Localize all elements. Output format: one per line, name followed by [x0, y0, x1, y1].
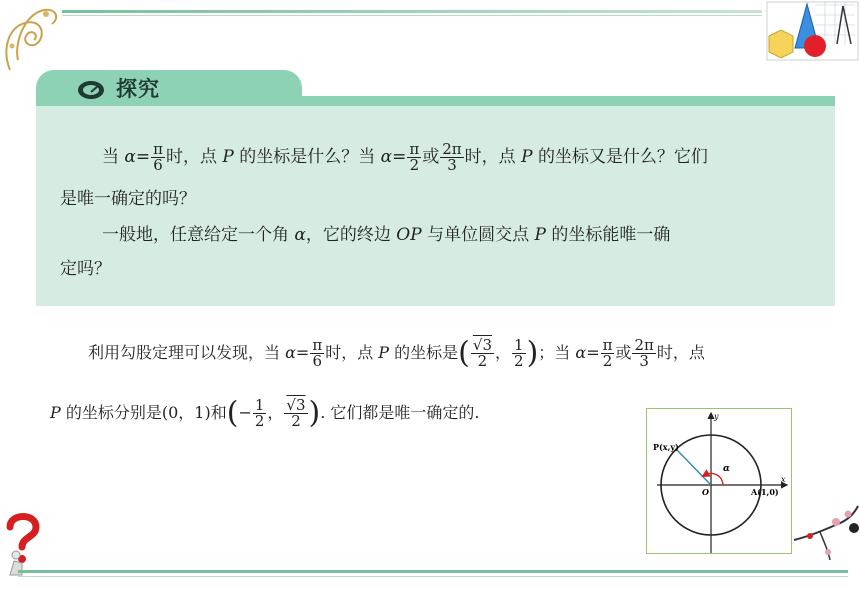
denominator: 3	[639, 352, 649, 370]
point-p: P	[50, 403, 61, 422]
text: 时，点	[166, 147, 217, 167]
explore-paragraph-2-line2: 定吗？	[60, 259, 111, 279]
bottom-rule-thin	[18, 576, 848, 577]
ornament-icon	[0, 0, 64, 80]
text: 的坐标能唯一确	[551, 225, 671, 245]
fraction-sqrt3-over-2	[471, 338, 494, 369]
y-axis-label: y	[714, 412, 719, 421]
alpha-symbol: α	[285, 343, 296, 362]
unit-circle-figure	[646, 408, 792, 554]
point-p: P	[222, 147, 234, 167]
denominator: 2	[477, 352, 488, 370]
numerator: 1	[514, 336, 524, 354]
denominator: 6	[312, 352, 323, 370]
fraction-pi-over-6	[310, 338, 324, 369]
fraction-sqrt3-over-2	[284, 398, 307, 429]
numerator: √3	[286, 396, 306, 414]
denominator: 2	[602, 352, 613, 370]
text: 当	[102, 147, 119, 167]
numerator: 1	[254, 396, 265, 414]
text: . 它们都是唯一确定的.	[320, 403, 480, 422]
paren-close: )	[526, 335, 539, 371]
point-p-label: P(x,y)	[653, 442, 679, 452]
text: ，	[267, 403, 284, 422]
text: ，它的终边	[305, 225, 391, 245]
text: 或	[615, 343, 632, 362]
alpha-symbol: α	[294, 225, 306, 245]
text: =	[295, 343, 310, 362]
text: 与单位圆交点	[427, 225, 530, 245]
point-p: P	[378, 343, 390, 362]
alpha-symbol: α	[380, 147, 393, 167]
text: 的坐标分别是(0，1)和	[65, 403, 227, 422]
numerator: √3	[472, 336, 492, 354]
point-p: P	[521, 147, 533, 167]
speedometer-icon	[76, 76, 106, 100]
origin-label: O	[702, 487, 709, 497]
text: =	[135, 147, 151, 167]
explore-paragraph-2	[102, 224, 670, 246]
section-title: 探究	[116, 77, 160, 101]
text: 的坐标是	[394, 343, 459, 362]
angle-arc	[705, 473, 723, 485]
text: 的坐标又是什么？它们	[537, 147, 708, 167]
numerator: π	[153, 140, 163, 158]
alpha-symbol: α	[575, 343, 587, 362]
text: 利用勾股定理可以发现，当	[88, 343, 281, 362]
plum-blossom-icon	[790, 480, 860, 570]
fraction-1-over-2	[253, 398, 267, 429]
numerator: π	[312, 336, 323, 354]
denominator: 2	[409, 156, 420, 174]
denominator: 2	[254, 412, 265, 430]
numerator: 2π	[442, 140, 462, 158]
minus-sign: −	[238, 403, 252, 422]
text: 时，点	[325, 343, 374, 362]
top-rule-thin	[62, 15, 762, 16]
point-a-label: A(1,0)	[751, 487, 779, 497]
text: =	[586, 343, 600, 362]
alpha-symbol: α	[124, 147, 136, 167]
explore-paragraph-1	[102, 142, 708, 173]
unit-circle-diagram	[647, 409, 791, 553]
x-axis-label: x	[781, 475, 786, 484]
paren-open: (	[458, 335, 470, 371]
denominator: 2	[514, 352, 524, 370]
text: =	[392, 147, 407, 167]
denominator: 3	[447, 156, 457, 174]
body-line-1	[88, 335, 705, 371]
explore-paragraph-1-line2: 是唯一确定的吗？	[60, 189, 196, 209]
fraction-1-over-2	[512, 338, 526, 369]
angle-label: α	[723, 464, 730, 474]
denominator: 2	[291, 412, 301, 430]
geometry-shapes-icon	[765, 0, 860, 62]
text: ，	[495, 343, 512, 362]
fraction-2pi-over-3	[632, 338, 655, 369]
terminal-side	[677, 450, 711, 485]
fraction-2pi-over-3	[440, 142, 463, 173]
bottom-rule	[18, 570, 848, 573]
question-mark-figure-icon	[0, 505, 46, 577]
text: 时，点	[464, 147, 516, 167]
numerator: 2π	[634, 336, 654, 354]
text: 时，点	[656, 343, 705, 362]
paren-open: (	[226, 395, 239, 431]
body-line-2	[50, 395, 480, 431]
segment-op: OP	[396, 225, 422, 245]
point-p: P	[534, 225, 546, 245]
top-rule	[62, 10, 762, 13]
text: 或	[422, 147, 440, 167]
denominator: 6	[153, 156, 163, 174]
text: ；当	[538, 343, 571, 362]
fraction-pi-over-2	[601, 338, 615, 369]
numerator: π	[409, 140, 420, 158]
paren-close: )	[308, 395, 321, 431]
text: 的坐标是什么？当	[239, 147, 376, 167]
text: 一般地，任意给定一个角	[102, 225, 289, 245]
fraction-pi-over-2	[407, 142, 421, 173]
fraction-pi-over-6	[151, 142, 165, 173]
numerator: π	[602, 336, 613, 354]
